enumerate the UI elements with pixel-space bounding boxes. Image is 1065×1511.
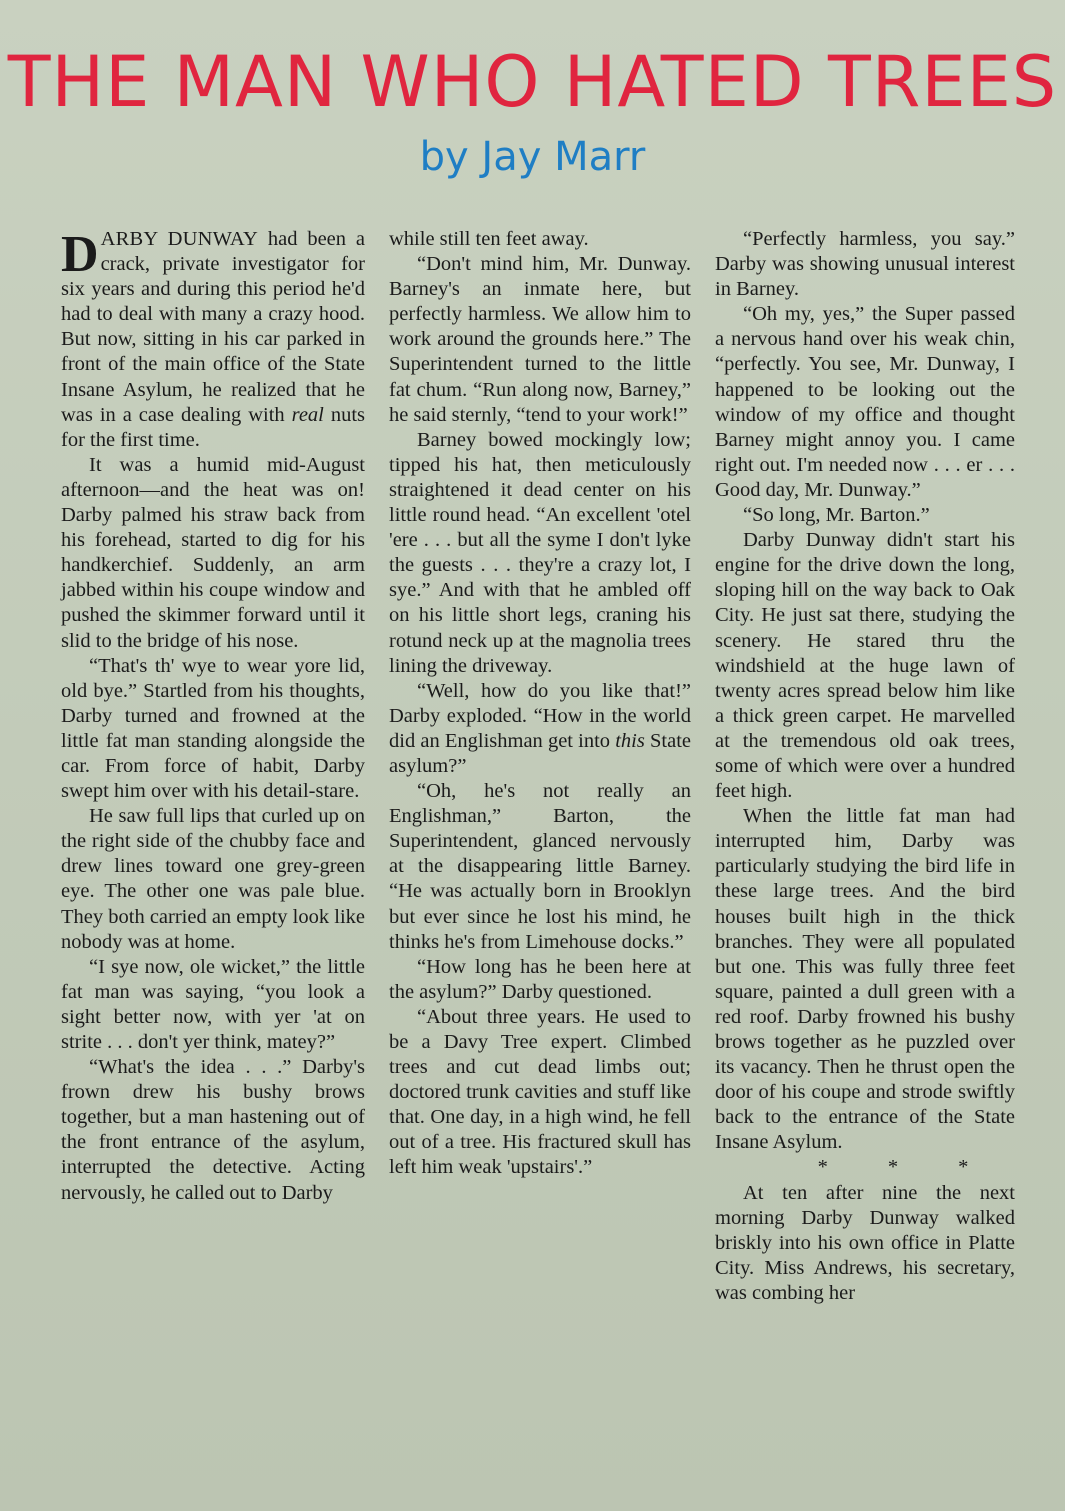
paragraph-text: had been a crack, private investigator for six years and during this period he'd had to deal with many a crazy hood. But now, sitting in his car parked in front of the main office of the State Insane Asylum, he realized that he was in a case dealing with	[61, 228, 365, 426]
paragraph: When the little fat man had interrupted him, Darby was particularly studying the bird life in these large trees. And the bird houses built high in the thick branches. They were all populated but one. This was fully three feet square, painted a dull green with a red roof. Darby frowned his bushy brows together as he puzzled over its vacancy. Then he thrust open the door of his coupe and strode swiftly back to the entrance of the State Insane Asylum.	[715, 805, 1015, 1154]
paragraph: It was a humid mid-August afternoon—and the heat was on! Darby palmed his straw back from his forehead, started to dig for his handkerchief. Suddenly, an arm jabbed within his coupe window and pushed the skimmer forward until it slid to the bridge of his nose.	[61, 453, 365, 652]
opening-words: ARBY DUNWAY	[100, 228, 259, 250]
paragraph: “I sye now, ole wicket,” the little fat man was saying, “you look a sight better now, with yer 'at on strite . . . don't yer think, matey?”	[61, 955, 365, 1053]
paragraph	[389, 679, 691, 779]
author-byline: by Jay Marr	[419, 134, 646, 180]
text-column-3	[715, 227, 1015, 1306]
separator-star: *	[958, 1156, 969, 1179]
section-separator	[715, 1155, 1015, 1180]
separator-star: *	[817, 1156, 828, 1179]
paragraph: At ten after nine the next morning Darby Dunway walked briskly into his own office in Platte City. Miss Andrews, his secretary, was combing her	[715, 1181, 1015, 1304]
paragraph-text: State asylum?”	[389, 729, 691, 777]
paragraph: “How long has he been here at the asylum?” Darby questioned.	[389, 955, 691, 1003]
story-title: THE MAN WHO HATED TREES	[7, 41, 1058, 123]
paragraph-text: “Well, how do you like that!” Darby exploded. “How in the world did an Englishman get into	[389, 679, 691, 752]
paragraph: “Oh, he's not really an Englishman,” Barton, the Superintendent, glanced nervously at the disappearing little Barney. “He was actually born in Brooklyn but ever since he lost his mind, he thinks he's from Limehouse docks.”	[389, 780, 691, 953]
paragraph: “Oh my, yes,” the Super passed a nervous hand over his weak chin, “perfectly. You see, Mr. Dunway, I happened to be looking out the window of my office and thought Barney might annoy you. I came right out. I'm needed now . . . er . . . Good day, Mr. Dunway.”	[715, 303, 1015, 501]
paragraph: Darby Dunway didn't start his engine for the drive down the long, sloping hill on the way back to Oak City. He just sat there, studying the scenery. He stared thru the windshield at the huge lawn of twenty acres spread below him like a thick green carpet. He marvelled at the tremendous old oak trees, some of which were over a hundred feet high.	[715, 529, 1015, 803]
paragraph-text: nuts for the first time.	[61, 403, 365, 451]
separator-star: *	[887, 1156, 899, 1179]
text-column-2	[389, 227, 691, 1181]
paragraph: “Don't mind him, Mr. Dunway. Barney's an inmate here, but perfectly harmless. We allow him to work around the grounds here.” The Superintendent turned to the little fat chum. “Run along now, Barney,” he said sternly, “tend to your work!”	[389, 253, 691, 426]
italic-word: real	[291, 403, 324, 426]
paragraph: He saw full lips that curled up on the right side of the chubby face and drew lines toward one grey-green eye. The other one was pale blue. They both carried an empty look like nobody was at home.	[61, 805, 365, 953]
paragraph: “Perfectly harmless, you say.” Darby was showing unusual interest in Barney.	[715, 228, 1015, 301]
paragraph: “So long, Mr. Barton.”	[743, 504, 930, 527]
text-column-1	[61, 227, 365, 1206]
paragraph: “That's th' wye to wear yore lid, old bye.” Startled from his thoughts, Darby turned and frowned at the little fat man standing alongside the car. From force of habit, Darby swept him over with his detail-stare.	[61, 654, 365, 803]
paragraph: while still ten feet away.	[389, 228, 589, 250]
italic-word: this	[615, 729, 645, 752]
drop-cap: D	[61, 226, 99, 283]
paragraph: Barney bowed mockingly low; tipped his hat, then meticulously straightened it dead center on his little round head. “An excellent 'otel 'ere . . . but all the syme I don't lyke the guests . . . they're a crazy lot, I sye.” And with that he ambled off on his little short legs, craning his rotund neck up at the magnolia trees lining the driveway.	[389, 428, 691, 677]
paragraph: “What's the idea . . .” Darby's frown drew his bushy brows together, but a man hastening out of the front entrance of the asylum, interrupted the detective. Acting nervously, he called out to Darby	[61, 1056, 365, 1204]
paragraph	[61, 227, 365, 453]
paragraph: “About three years. He used to be a Davy Tree expert. Climbed trees and cut dead limbs out; doctored trunk cavities and stuff like that. One day, in a high wind, he fell out of a tree. His fractured skull has left him weak 'upstairs'.”	[389, 1005, 691, 1179]
